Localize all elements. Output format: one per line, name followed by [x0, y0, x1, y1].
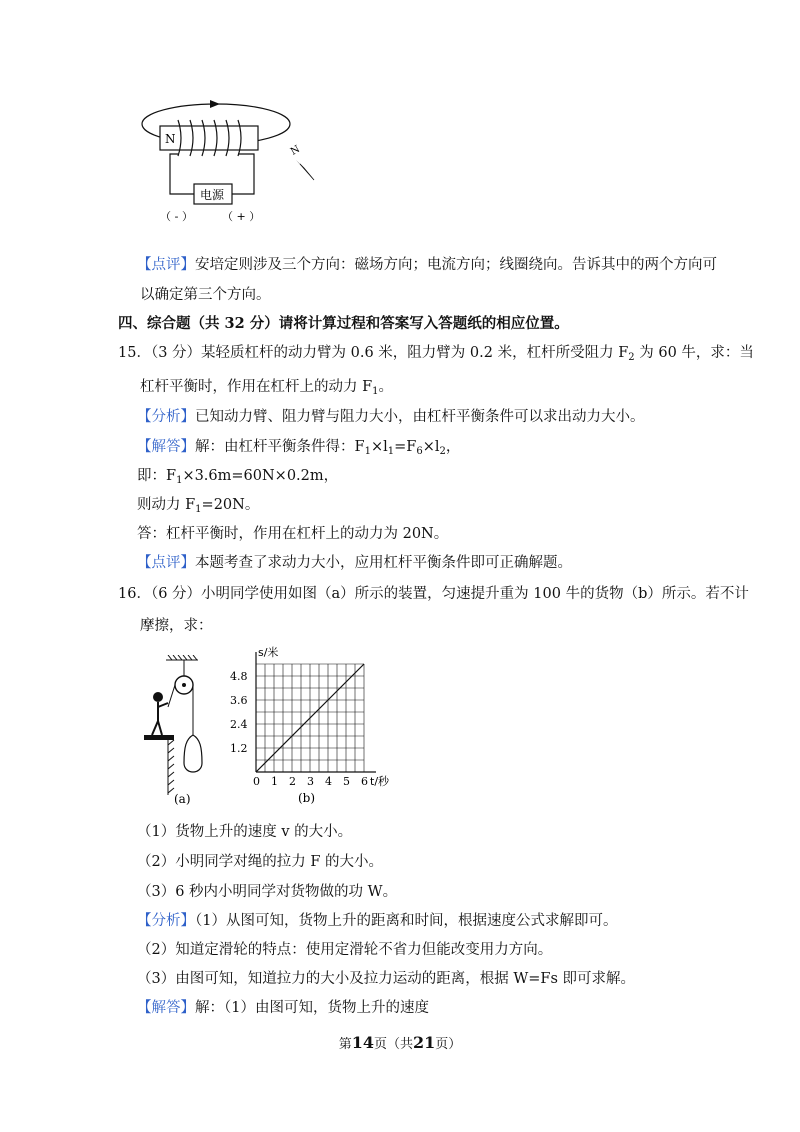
q15-review: [137, 553, 572, 573]
review-tag: 【点评】: [137, 555, 195, 571]
review-text: 本题考查了求动力大小，应用杠杆平衡条件即可正确解题。: [195, 555, 572, 571]
footer-pre: 第: [338, 1037, 352, 1052]
y-tick-label: 1.2: [230, 742, 248, 755]
q15-answer: [137, 437, 460, 462]
wall-hatch: [168, 740, 174, 795]
solenoid-figure: [138, 96, 338, 226]
analysis-text: 已知动力臂、阻力臂与阻力大小，由杠杆平衡条件可以求出动力大小。: [195, 409, 645, 425]
pulley-figure: [140, 655, 210, 805]
analysis-tag: 【分析】: [137, 913, 195, 929]
review-tag: 【点评】: [137, 257, 195, 273]
answer-text: ×l: [370, 439, 388, 455]
subscript: 2: [439, 446, 446, 457]
compass-label: N: [288, 143, 302, 158]
wire-left: [170, 154, 194, 194]
q15-analysis: [137, 407, 645, 427]
page-footer: [0, 1033, 800, 1052]
x-tick-label: 4: [325, 775, 332, 788]
step-text: =20N。: [201, 497, 260, 513]
y-axis-label: s/米: [258, 646, 279, 659]
review1-line1: [137, 255, 717, 275]
answer-text: ，: [445, 439, 461, 455]
person-body: [152, 702, 168, 735]
total-pages: 21: [413, 1033, 436, 1052]
y-tick-label: 4.8: [230, 670, 248, 683]
step-text: 即：F: [137, 468, 177, 484]
subscript: 1: [195, 504, 202, 515]
st-chart: [222, 646, 402, 806]
answer-tag: 【解答】: [137, 1000, 195, 1016]
answer-text: 解：由杠杆平衡条件得：F: [195, 439, 365, 455]
platform: [144, 735, 174, 740]
q15-step2: [137, 495, 259, 520]
q15-text2: 杠杆平衡时，作用在杠杆上的动力 F: [140, 379, 373, 395]
step-text: ×3.6m=60N×0.2m，: [182, 468, 339, 484]
q16-analysis3: （3）由图可知，知道拉力的大小及拉力运动的距离，根据 W=Fs 即可求解。: [137, 971, 635, 987]
review1-text: 安培定则涉及三个方向：磁场方向；电流方向；线圈绕向。告诉其中的两个方向可: [195, 257, 717, 273]
subscript: 1: [372, 386, 379, 397]
footer-mid: 页（共: [373, 1037, 413, 1052]
q15-line1: [118, 343, 754, 368]
ceiling-hatch: [166, 655, 198, 677]
positive-terminal: （ + ）: [222, 210, 261, 223]
q16-answer: [137, 998, 429, 1018]
field-arrow: [210, 100, 220, 108]
footer-post: 页）: [435, 1037, 462, 1052]
subscript: 1: [364, 446, 371, 457]
answer-text: ×l: [422, 439, 440, 455]
q16-sub1: （1）货物上升的速度 v 的大小。: [137, 824, 353, 840]
review1-text-cont: 以确定第三个方向。: [140, 287, 271, 303]
caption-b: (b): [298, 791, 316, 805]
subscript: 2: [628, 352, 635, 363]
page-number: 14: [351, 1033, 374, 1052]
x-tick-label: 3: [307, 775, 314, 788]
x-tick-label: 5: [343, 775, 350, 788]
step-text: 则动力 F: [137, 497, 196, 513]
q15-text2-tail: 。: [378, 379, 394, 395]
y-tick-label: 2.4: [230, 718, 248, 731]
y-tick-label: 3.6: [230, 694, 248, 707]
analysis-text: （1）从图可知，货物上升的距离和时间，根据速度公式求解即可。: [195, 913, 618, 929]
q15-conclusion: 答：杠杆平衡时，作用在杠杆上的动力为 20N。: [137, 526, 449, 542]
answer-tag: 【解答】: [137, 439, 195, 455]
q15-text-tail: 为 60 牛，求：当: [634, 345, 754, 361]
caption-a: (a): [174, 792, 191, 805]
rope-left: [168, 685, 175, 707]
q16-sub2: （2）小明同学对绳的拉力 F 的大小。: [137, 854, 384, 870]
pole-label: N: [165, 132, 176, 146]
q16-line2: 摩擦，求：: [140, 618, 213, 634]
power-source-label: 电源: [200, 188, 225, 202]
q16-analysis1: [137, 911, 617, 931]
q16-analysis2: （2）知道定滑轮的特点：使用定滑轮不省力但能改变用力方向。: [137, 942, 553, 958]
x-tick-label: 1: [271, 775, 278, 788]
q15-step1: [137, 466, 338, 491]
x-axis-label: t/秒: [370, 775, 390, 788]
pulley-axle: [182, 683, 186, 687]
analysis-tag: 【分析】: [137, 409, 195, 425]
wire-right: [232, 154, 254, 194]
negative-terminal: （ - ）: [160, 210, 193, 223]
q15-text: 15．（3 分）某轻质杠杆的动力臂为 0.6 米，阻力臂为 0.2 米，杠杆所受阻力 F: [118, 345, 629, 361]
q16-sub3: （3）6 秒内小明同学对货物做的功 W。: [137, 884, 398, 900]
answer-text: 解：（1）由图可知，货物上升的速度: [195, 1000, 429, 1016]
person-head: [153, 692, 163, 702]
x-tick-label: 0: [253, 775, 260, 788]
compass-needle-tail: [300, 164, 314, 180]
x-tick-label: 6: [361, 775, 368, 788]
answer-text: =F: [394, 439, 417, 455]
x-tick-label: 2: [289, 775, 296, 788]
subscript: 1: [176, 475, 183, 486]
q15-line2: [140, 377, 393, 402]
subscript: 1: [387, 446, 395, 457]
q16-line1: 16．（6 分）小明同学使用如图（a）所示的装置，匀速提升重为 100 牛的货物（b）所示。若不计: [118, 586, 749, 602]
review1-line2: [140, 285, 271, 305]
subscript: 6: [416, 446, 423, 457]
section4-heading: 四、综合题（共 32 分）请将计算过程和答案写入答题纸的相应位置。: [118, 315, 569, 332]
cargo-bag: [184, 735, 202, 772]
